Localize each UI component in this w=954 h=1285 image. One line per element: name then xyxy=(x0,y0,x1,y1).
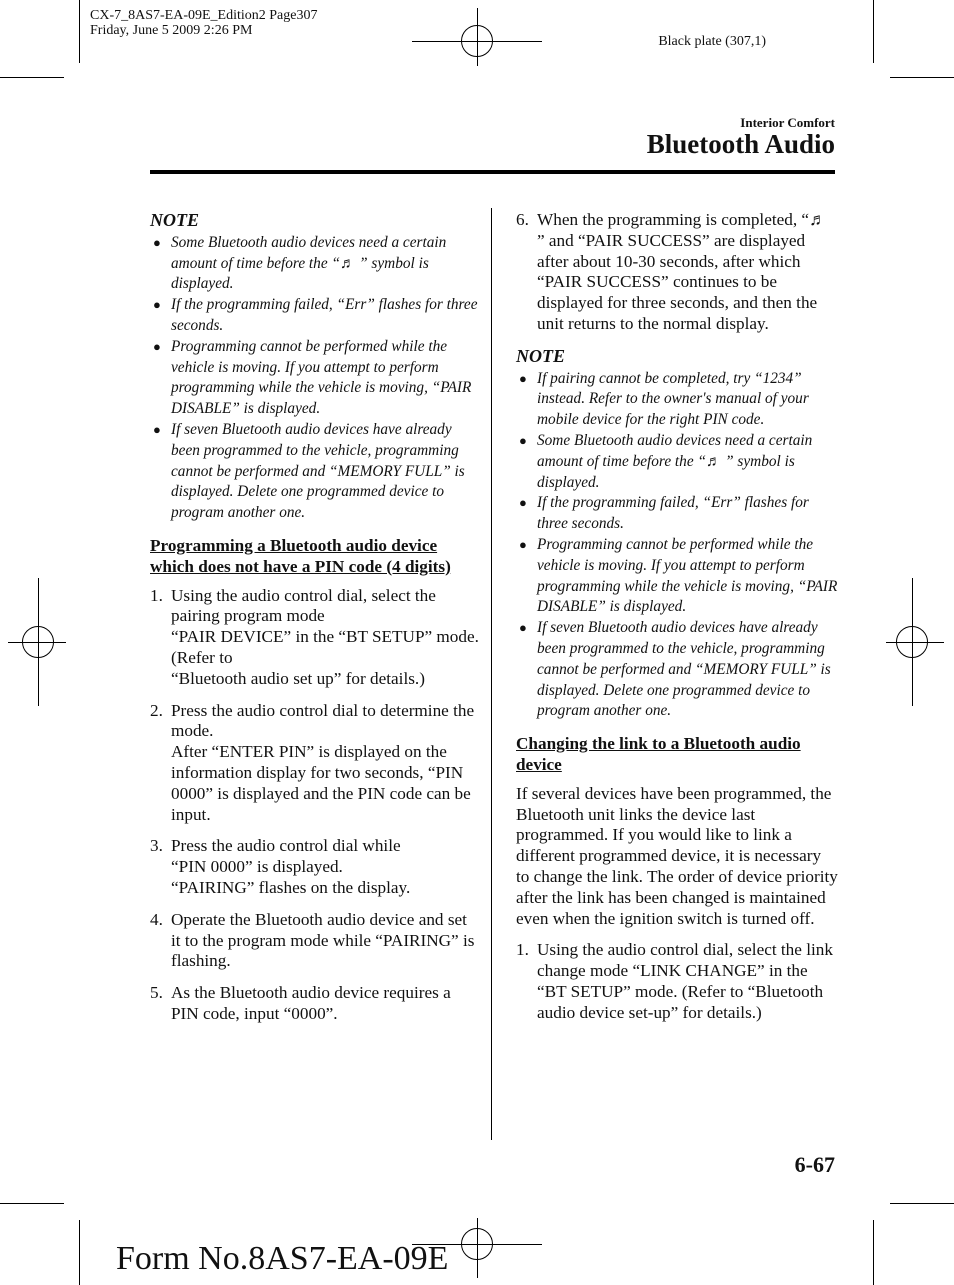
right-column xyxy=(516,210,838,1034)
step-line: When the programming is completed, “♬ ” and “PAIR SUCCESS” are displayed after about 10-30 seconds, after which “PAIR SUCCESS” continues to be displayed for three seconds, and then the unit returns to the normal display. xyxy=(537,210,827,333)
step-number: 1. xyxy=(516,940,529,960)
form-number: Form No.8AS7-EA-09E xyxy=(116,1240,449,1277)
note-item xyxy=(516,369,838,431)
note-item xyxy=(516,618,838,722)
bullet-icon: ● xyxy=(519,536,527,552)
note-text: Some Bluetooth audio devices need a certain amount of time before the “♬ ” symbol is displayed. xyxy=(171,233,447,293)
step-number: 5. xyxy=(150,983,163,1003)
step-line: After “ENTER PIN” is displayed on the information display for two seconds, “PIN 0000” is displayed and the PIN code can be input. xyxy=(171,742,471,824)
step-item xyxy=(516,940,838,1023)
step-item xyxy=(150,836,480,898)
page-title: Bluetooth Audio xyxy=(646,129,835,159)
bullet-icon: ● xyxy=(519,495,527,511)
step-line: “PAIRING” flashes on the display. xyxy=(171,877,411,897)
step-line: “PIN 0000” is displayed. xyxy=(171,857,343,877)
note-text: If the programming failed, “Err” flashes for three seconds. xyxy=(537,494,809,533)
body-paragraph: If several devices have been programmed, the Bluetooth unit links the device last programmed. If you would like to link a different programmed device, it is necessary to change the link. The order of device priority after the link has been changed is maintained even when the ignition switch is turned off. xyxy=(516,783,838,928)
bullet-icon: ● xyxy=(153,234,161,250)
bullet-icon: ● xyxy=(153,421,161,437)
title-rule xyxy=(150,170,835,174)
bullet-icon: ● xyxy=(519,620,527,636)
step-line: As the Bluetooth audio device requires a PIN code, input “0000”. xyxy=(171,983,451,1023)
step-list xyxy=(516,940,838,1023)
note-text: If pairing cannot be completed, try “1234” instead. Refer to the owner's manual of your mobile device for the right PIN code. xyxy=(537,369,809,429)
bullet-icon: ● xyxy=(153,338,161,354)
section-label: Interior Comfort xyxy=(740,115,835,130)
step-item xyxy=(516,210,838,335)
note-item xyxy=(516,535,838,618)
step-list xyxy=(516,210,838,335)
note-list xyxy=(150,233,480,524)
note-item xyxy=(150,420,480,524)
note-heading: NOTE xyxy=(150,210,199,230)
note-text: Programming cannot be performed while the vehicle is moving. If you attempt to perform programming while the vehicle is moving, “PAIR DISABLE” is displayed. xyxy=(537,535,838,616)
bullet-icon: ● xyxy=(519,432,527,448)
note-text: If seven Bluetooth audio devices have already been programmed to the vehicle, programming cannot be performed and “MEMORY FULL” is displayed. Delete one programmed device to program another one. xyxy=(171,420,465,522)
bullet-icon: ● xyxy=(519,370,527,386)
step-line: Press the audio control dial to determine the mode. xyxy=(171,700,475,741)
note-item xyxy=(516,431,838,493)
note-item xyxy=(150,295,480,337)
bullet-icon: ● xyxy=(153,297,161,313)
file-info-line1: CX-7_8AS7-EA-09E_Edition2 Page307 xyxy=(90,8,318,23)
step-number: 2. xyxy=(150,700,163,720)
page-number: 6-67 xyxy=(794,1152,835,1177)
file-info-line2: Friday, June 5 2009 2:26 PM xyxy=(90,23,253,38)
subheading-change-link: Changing the link to a Bluetooth audio device xyxy=(516,734,801,774)
step-item xyxy=(150,910,480,972)
column-divider xyxy=(491,208,492,1140)
step-item xyxy=(150,586,480,690)
step-number: 6. xyxy=(516,210,529,229)
note-text: Some Bluetooth audio devices need a certain amount of time before the “♬ ” symbol is displayed. xyxy=(537,431,813,491)
note-list xyxy=(516,369,838,723)
note-text: If seven Bluetooth audio devices have already been programmed to the vehicle, programming cannot be performed and “MEMORY FULL” is displayed. Delete one programmed device to program another one. xyxy=(537,619,831,720)
note-item xyxy=(516,493,838,535)
step-line: “PAIR DEVICE” in the “BT SETUP” mode. (Refer to xyxy=(171,627,479,667)
plate-label: Black plate (307,1) xyxy=(658,34,766,49)
note-heading: NOTE xyxy=(516,345,565,366)
subheading-no-pin: Programming a Bluetooth audio device which does not have a PIN code (4 digits) xyxy=(150,535,451,576)
note-item xyxy=(150,337,480,420)
note-text: If the programming failed, “Err” flashes for three seconds. xyxy=(171,296,478,334)
step-line: “Bluetooth audio set up” for details.) xyxy=(171,668,425,688)
step-line: Operate the Bluetooth audio device and set it to the program mode while “PAIRING” is flashing. xyxy=(171,909,475,971)
step-number: 3. xyxy=(150,836,163,856)
step-item xyxy=(150,983,480,1025)
note-item xyxy=(150,233,480,295)
left-column xyxy=(150,210,480,1036)
step-item xyxy=(150,701,480,826)
step-number: 4. xyxy=(150,909,163,929)
note-text: Programming cannot be performed while the vehicle is moving. If you attempt to perform programming while the vehicle is moving, “PAIR DISABLE” is displayed. xyxy=(171,337,472,418)
step-line: Press the audio control dial while xyxy=(171,836,401,856)
step-line: Using the audio control dial, select the link change mode “LINK CHANGE” in the “BT SETUP” mode. (Refer to “Bluetooth audio device set-up” for details.) xyxy=(537,940,833,1022)
step-list xyxy=(150,586,480,1025)
file-info xyxy=(90,8,317,38)
step-number: 1. xyxy=(150,585,163,605)
step-line: Using the audio control dial, select the pairing program mode xyxy=(171,585,436,626)
